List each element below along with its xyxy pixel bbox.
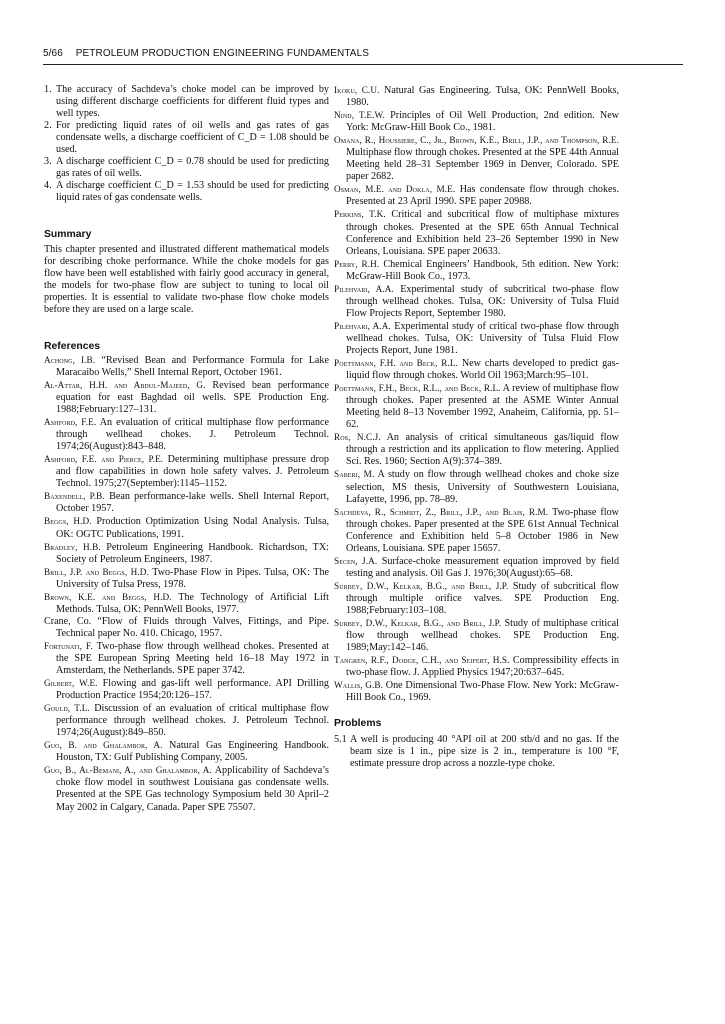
- reference-entry: [44, 702, 329, 739]
- references-heading: References: [44, 340, 101, 352]
- reference-authors: Gould, T.L.: [44, 703, 90, 714]
- reference-authors: Brill, J.P. and Beggs, H.D.: [44, 566, 149, 577]
- reference-text: An evaluation of critical multiphase flow performance through wellhead chokes. J. Petroleum Technol. 1974;26(August):843–848.: [56, 417, 329, 453]
- reference-authors: Saberi, M.: [334, 469, 375, 480]
- references-left-list: [44, 354, 329, 814]
- reference-text: Natural Gas Engineering. Tulsa, OK: PennWell Books, 1980.: [346, 85, 619, 109]
- reference-text: Multiphase flow through chokes. Presented at the SPE 44th Annual Meeting held 28–31 September 1969 in Denver, Colorado. SPE paper 2682.: [346, 147, 619, 183]
- reference-text: A study on flow through wellhead chokes and choke size selection, MS thesis, University of Southwestern Louisiana, Lafayette, 1996, pp. 78–89.: [346, 469, 620, 505]
- reference-text: Petroleum Engineering Handbook. Richardson, TX: Society of Petroleum Engineers, 1987.: [56, 541, 329, 565]
- reference-entry: [44, 640, 329, 677]
- reference-entry: [334, 679, 619, 704]
- page-number: 5/66: [43, 48, 63, 59]
- reference-text: Compressibility effects in two-phase flow. J. Applied Physics 1947;20:637–645.: [346, 655, 619, 679]
- running-title: PETROLEUM PRODUCTION ENGINEERING FUNDAMENTALS: [75, 48, 369, 59]
- reference-text: Experimental study of critical two-phase flow through wellhead chokes. Tulsa, OK: University of Tulsa Fluid Flow Projects Report, June 1981.: [346, 320, 619, 356]
- reference-text: Critical and subcritical flow of multiphase mixtures through chokes. Presented at the SPE 65th Annual Technical Conference and Exhibition held 23–26 September 1990 in New Orleans, Louisiana. SPE paper 20633.: [346, 209, 619, 257]
- reference-text: The Technology of Artificial Lift Methods. Tulsa, OK: PennWell Books, 1977.: [56, 591, 329, 615]
- reference-authors: Fortunati, F.: [44, 640, 93, 651]
- reference-entry: [334, 134, 619, 183]
- reference-entry: [334, 580, 619, 617]
- reference-text: One Dimensional Two-Phase Flow. New York: McGraw-Hill Book Co., 1969.: [346, 680, 619, 704]
- reference-text: Two-phase flow through wellhead chokes. Presented at the SPE European Spring Meeting held 16–18 May 1972 in Amsterdam, the Netherlands. SPE paper 3742.: [56, 640, 330, 677]
- summary-heading: Summary: [44, 229, 92, 241]
- reference-entry: [44, 453, 329, 490]
- reference-authors: Pilehvari, A.A.: [334, 320, 391, 331]
- reference-authors: Sachdeva, R., Schmidt, Z., Brill, J.P., and Blais, R.M.: [334, 506, 549, 517]
- reference-authors: Bradley, H.B.: [44, 541, 101, 552]
- reference-entry: [334, 320, 619, 357]
- reference-entry: [334, 258, 619, 283]
- reference-entry: [44, 764, 329, 813]
- problem-item: 5.1 A well is producing 40 °API oil at 200 stb/d and no gas. If the beam size is 1 in., pipe size is 2 in., temperature is 100 °F, estimate pressure drop across a nozzle-type choke.: [334, 734, 619, 770]
- reference-text: Two-Phase Flow in Pipes. Tulsa, OK: The University of Tulsa Press, 1978.: [56, 566, 330, 590]
- reference-entry: [44, 354, 329, 379]
- reference-entry: [44, 566, 329, 591]
- reference-authors: Perkins, T.K.: [334, 209, 386, 220]
- reference-entry: [334, 283, 619, 320]
- reference-text: Crane, Co. “Flow of Fluids through Valves, Fittings, and Pipe. Technical paper No. 410. Chicago, 1957.: [44, 615, 329, 639]
- reference-authors: Achong, I.B.: [44, 354, 96, 365]
- running-header: [43, 48, 683, 59]
- reference-authors: Surbey, D.W., Kelkar, B.G., and Brill, J.P.: [334, 580, 509, 591]
- reference-authors: Wallis, G.B.: [334, 680, 384, 691]
- reference-entry: [334, 654, 619, 679]
- reference-authors: Poettmann, F.H. and Beck, R.L.: [334, 358, 458, 369]
- reference-entry: [334, 357, 619, 382]
- reference-entry: [44, 490, 329, 515]
- reference-entry: [334, 183, 619, 208]
- list-item: 4. A discharge coefficient C_D = 1.53 should be used for predicting liquid rates of gas condensate wells.: [44, 180, 329, 204]
- reference-text: A review of multiphase flow through chokes. Paper presented at the ASME Winter Annual Meeting held 8–13 November 1992, Anaheim, California, pp. 51–62.: [346, 383, 619, 431]
- reference-text: Experimental study of subcritical two-phase flow through wellhead chokes. Tulsa, OK: University of Tulsa Fluid Flow Projects Report, September 1980.: [346, 283, 619, 319]
- reference-authors: Omana, R., Houssiere, C., Jr., Brown, K.E., Brill, J.P., and Thompson, R.E.: [334, 135, 619, 146]
- reference-authors: Beggs, H.D.: [44, 516, 92, 527]
- reference-authors: Surbey, D.W., Kelkar, B.G., and Brill, J.P.: [334, 618, 502, 629]
- reference-text: Study of subcritical flow through multiple orifice valves. SPE Production Eng. 1988;February:103–108.: [346, 580, 619, 616]
- reference-text: Principles of Oil Well Production, 2nd edition. New York: McGraw-Hill Book Co., 1981.: [346, 110, 620, 134]
- reference-text: Two-phase flow through chokes. Paper presented at the SPE 61st Annual Technical Conference and Exhibition held 5–8 October 1986 in New Orleans, Louisiana. SPE paper 15657.: [346, 506, 619, 554]
- right-column: [334, 84, 619, 771]
- reference-text: Applicability of Sachdeva’s choke flow model in southwest Louisiana gas condensate wells. Presented at the SPE Gas technology Symposium held 30 April–2 May 2002 in Calgary, Canada. Paper SPE 75507.: [56, 765, 329, 813]
- reference-text: “Revised Bean and Performance Formula for Lake Maracaibo Wells,” Shell Internal Report, October 1961.: [56, 354, 329, 378]
- reference-text: Determining multiphase pressure drop and flow capabilities in down hole safety valves. J. Petroleum Technol. 1975;27(September):1145–1152.: [56, 454, 329, 490]
- summary-text: This chapter presented and illustrated different mathematical models for describing choke performance. While the choke models for gas flow have been well established with fairly good accuracy in general, the models for two-phase flow are subject to tuning to local oil properties. It is essential to validate two-phase flow choke models before they are used on a large scale.: [44, 243, 329, 315]
- reference-authors: Tangren, R.F., Dodge, C.H., and Seifert, H.S.: [334, 655, 510, 666]
- reference-text: Revised bean performance equation for east Baghdad oil wells. SPE Production Eng. 1988;February:127–131.: [56, 379, 330, 416]
- reference-entry: [334, 617, 619, 654]
- reference-text: Natural Gas Engineering Handbook. Houston, TX: Gulf Publishing Company, 2005.: [56, 740, 329, 764]
- reference-entry: [44, 379, 329, 416]
- reference-authors: Ros, N.C.J.: [334, 432, 381, 443]
- reference-authors: Osman, M.E. and Dokla, M.E.: [334, 184, 456, 195]
- reference-entry: [334, 431, 619, 468]
- reference-entry: [44, 677, 329, 702]
- reference-text: Discussion of an evaluation of critical multiphase flow performance through wellhead chokes. J. Petroleum Technol. 1974;26(August):849–850.: [56, 703, 329, 739]
- reference-text: Surface-choke measurement equation improved by field testing and analysis. Oil Gas J. 1976;30(August):65–68.: [346, 555, 620, 579]
- reference-authors: Ashford, F.E. and Pierce, P.E.: [44, 454, 164, 465]
- reference-authors: Nind, T.E.W.: [334, 110, 385, 121]
- reference-entry: [44, 515, 329, 540]
- reference-entry: [334, 555, 619, 580]
- references-right-list: [334, 84, 619, 704]
- reference-entry: [334, 109, 619, 134]
- reference-entry: [44, 591, 329, 616]
- reference-text: Bean performance-lake wells. Shell Internal Report, October 1957.: [56, 491, 330, 515]
- reference-entry: [334, 506, 619, 555]
- reference-entry: [44, 739, 329, 764]
- left-column: [44, 84, 329, 814]
- reference-text: New charts developed to predict gas-liquid flow through chokes. World Oil 1963;March:95–101.: [346, 358, 619, 382]
- reference-authors: Perry, R.H.: [334, 258, 380, 269]
- reference-authors: Poettmann, F.H., Beck, R.L., and Beck, R.L.: [334, 383, 501, 394]
- reference-authors: Guo, B., Al-Bemani, A., and Ghalambor, A.: [44, 765, 212, 776]
- reference-authors: Ashford, F.E.: [44, 417, 97, 428]
- reference-authors: Guo, B. and Ghalambor, A.: [44, 740, 163, 751]
- reference-text: Has condensate flow through chokes. Presented at 23 April 1990. SPE paper 20988.: [346, 184, 619, 208]
- reference-entry: [44, 616, 329, 640]
- reference-entry: [334, 382, 619, 431]
- header-rule: [43, 64, 683, 65]
- reference-entry: [44, 541, 329, 566]
- reference-authors: Secen, J.A.: [334, 555, 378, 566]
- reference-text: Flowing and gas-lift well performance. API Drilling Production Practice 1954;20:126–157.: [56, 678, 329, 702]
- reference-text: Study of multiphase critical flow through wellhead chokes. SPE Production Eng. 1989;May:142–146.: [346, 618, 619, 654]
- list-item: 1. The accuracy of Sachdeva’s choke model can be improved by using different discharge coefficients for different fluid types and well types.: [44, 84, 329, 120]
- reference-authors: Al-Attar, H.H. and Abdul-Majeed, G.: [44, 379, 206, 390]
- reference-authors: Gilbert, W.E.: [44, 678, 98, 689]
- reference-entry: [334, 208, 619, 257]
- reference-authors: Pilehvari, A.A.: [334, 283, 394, 294]
- reference-text: Chemical Engineers’ Handbook, 5th edition. New York: McGraw-Hill Book Co., 1973.: [346, 258, 619, 282]
- reference-authors: Baxendell, P.B.: [44, 491, 105, 502]
- problems-heading: Problems: [334, 718, 382, 730]
- reference-authors: Ikoku, C.U.: [334, 85, 380, 95]
- list-item: 2. For predicting liquid rates of oil wells and gas rates of gas condensate wells, a discharge coefficient of C_D = 1.08 should be used.: [44, 120, 329, 156]
- reference-text: Production Optimization Using Nodal Analysis. Tulsa, OK: OGTC Publications, 1991.: [56, 516, 329, 540]
- reference-entry: [44, 416, 329, 453]
- reference-entry: [334, 84, 619, 109]
- conclusions-list: [44, 84, 329, 204]
- reference-text: An analysis of critical simultaneous gas/liquid flow through a restriction and its application to flow metering. Applied Sci. Res. 1960; Section A(9):374–389.: [346, 432, 619, 468]
- reference-entry: [334, 468, 619, 505]
- reference-authors: Brown, K.E. and Beggs, H.D.: [44, 591, 172, 602]
- list-item: 3. A discharge coefficient C_D = 0.78 should be used for predicting gas rates of oil wells.: [44, 156, 329, 180]
